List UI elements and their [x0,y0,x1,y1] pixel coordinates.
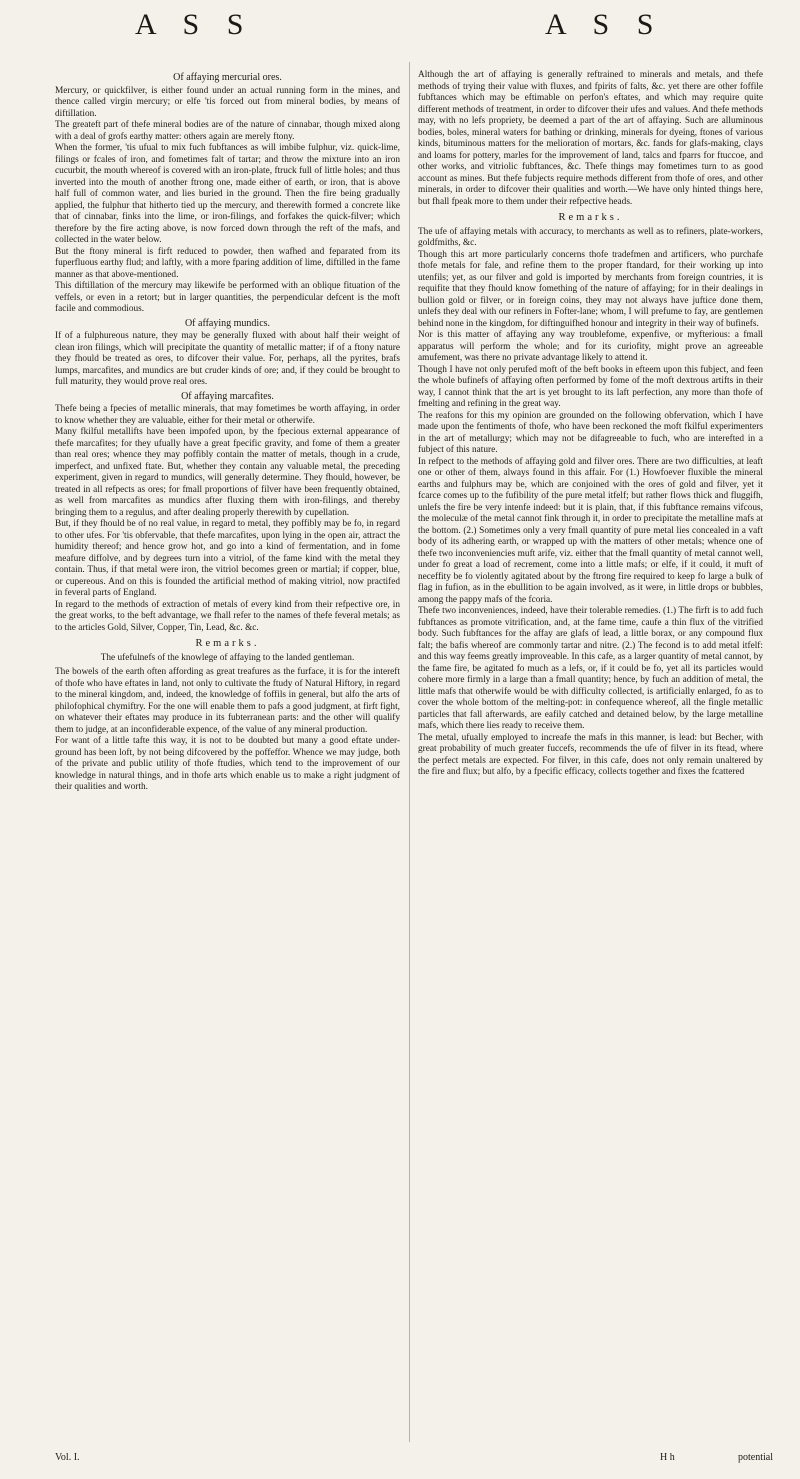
right-column [418,70,763,779]
catchword: potential [738,1452,773,1463]
paragraph: In refpect to the methods of affaying gold and filver ores. There are two difficulties, at leaft one or other of them, always found in this affair. For (1.) Howfoever fluxible the mineral earths and fulphurs may be, which are conjoined with the ores of gold and filver, yet it fcarce comes up to the fufibility of the pure metal itfelf; but rather flows thick and fluggifh, unlefs the fire be very intenfe indeed: but it is plain, that, if this fubftance remains vifcous, the moleculæ of the metal cannot fink through it, in order to precipitate the metalline mafs at the bottom. (2.) Sometimes only a very fmall quantity of pure metal lies concealed in a vaft body of its adhering earth, or wrapped up with the matters of other metals; whence one of thefe two inconveniencies muft arife, viz. either that the fmall quantity of metal cannot well, under fo great a load of recrement, come into a little mafs; or elfe, if it could, it muft of neceffity be fo violently agitated about by the ftrong fire required to keep fo large a bulk of flag in fufion, as in the ebullition to be again involved, as it were, in little drops or bubbles, among the pappy mafs of the fcoria. [418,456,763,605]
running-head-left: A S S [135,8,254,41]
running-head-right: A S S [545,8,664,41]
left-column [55,70,400,794]
section-heading: Of affaying mundics. [184,317,271,329]
paragraph: But, if they fhould be of no real value, in regard to metal, they poffibly may be fo, in regard to other ufes. For 'tis obfervable, that thefe marcafites, upon lying in the open air, attract the humidity thereof; and hence grow hot, and go into a kind of fermentation, and in fome meafure diffolve, and by degrees turn into a vitriol, of the fame kind with the metal they contain. Thus, if that metal were iron, the vitriol becomes green or martial; if copper, blue, or cupereous. And on this is founded the artificial method of making vitriol, now practifed in feveral parts of England. [55,519,400,598]
remarks-heading: Remarks. [558,212,623,223]
paragraph: The greateft part of thefe mineral bodies are of the nature of cinnabar, though mixed along with a deal of grofs earthy matter: others again are merely ftony. [55,120,400,142]
subheading: The ufefulnefs of the knowlege of affaying to the landed gentleman. [100,652,355,663]
paragraph: Thefe being a fpecies of metallic minerals, that may fometimes be worth affaying, in order to know whether they are valuable, either for their metal or otherwife. [55,404,400,426]
paragraph: If of a fulphureous nature, they may be generally fluxed with about half their weight of clean iron filings, which will precipitate the quantity of metallic matter; if of a ftony nature they fhould be treated as ores, to difcover their value. For, perhaps, all the pyrites, brafs lumps, marcafites, and mundics are but cruder kinds of ore; and, if they could be brought to full maturity, they would prove real ores. [55,331,400,387]
column-divider [409,62,410,1442]
section-heading: Of affaying marcafites. [181,390,274,402]
remarks-heading: Remarks. [195,638,260,649]
paragraph: Mercury, or quickfilver, is either found under an actual running form in the mines, and thence called virgin mercury; or elfe 'tis forced out from mineral bodies, by means of diftillation. [55,85,400,119]
paragraph: This diftillation of the mercury may likewife be performed with an oblique fituation of the veffels, or even in a retort; but in larger quantities, the perpendicular defcent is the moft facile and commodious. [55,281,400,314]
paragraph: Thefe two inconveniences, indeed, have their tolerable remedies. (1.) The firft is to add fuch fubftances as promote vitrification, and, at the fame time, caufe a thin flux of the vitrified body. Such fubftances for the affay are glafs of lead, a little borax, or any compound flux falt; the bafis whereof are commonly tartar and nitre. (2.) The fecond is to add metal itfelf: and this way feems greatly improveable. In this cafe, as a larger quantity of metal cannot, by the fame fire, be agitated fo much as a lefs, or, if it could be fo, yet all its particles would cohere more firmly in a large than a fmall quantity; hence, by fuch an addition of metal, the little mafs that otherwife would be with difficulty collected, is artificially enlarged, fo as to cover the whole bottom of the melting-pot: in confequence whereof, all the fingle metallic particles that fall afterwards, are eafily catched and detained below, by the large metalline mafs, which there lies ready to receive them. [418,606,763,731]
volume-label: Vol. I. [55,1452,80,1463]
paragraph: But the ftony mineral is firft reduced to powder, then wafhed and feparated from its fuperfluous earthy flud; and laftly, with a more fparing addition of lime, diftilled in the fame manner as that above-mentioned. [55,246,400,280]
signature-mark: H h [660,1452,675,1463]
paragraph: The ufe of affaying metals with accuracy, to merchants as well as to refiners, plate-workers, goldfmiths, &c. [418,226,763,248]
paragraph: Though this art more particularly concerns thofe tradefmen and artificers, who purchafe thofe metals for fale, and refine them to the proper ftandard, for their working up into utenfils; yet, as our filver and gold is imported by merchants from foreign countries, it is requifite that they fhould know fomething of the nature of affaying; for in their dealings in bullion gold or filver, or in foreign coins, they may not always have juftice done them, unlefs they deal with our refiners in Fofter-lane; whom, I will prefume to fay, are gentlemen behind none in the kingdom, for diftinguifhed honour and integrity in their way of bufinefs. [418,249,763,329]
section-heading: Of affaying mercurial ores. [173,72,282,83]
paragraph: Many fkilful metallifts have been impofed upon, by the fpecious external appearance of thefe marcafites; for they ufually have a great fpecific gravity, and fome of them a greater than real ores; whence they may poffibly contain the matter of metals, though in a crude, imperfect, and unfixed ftate. But, whether they contain any valuable metal, the preceding experiment, given in regard to mundics, will generally determine. They fhould, however, be treated in all refpects as ores; for fmall proportions of filver have been frequently obtained, as well from marcafites as mundics after fluxing them with iron-filings, and thereby bringing them to a regulus, and after dealing properly therewith by cupellation. [55,427,400,518]
paragraph: The reafons for this my opinion are grounded on the following obfervation, which I have made upon the fentiments of thofe, who have been reckoned the moft fkilful experimenters in the art of metallurgy; which may not be difagreeable to fuch, who are interefted in a fubject of this nature. [418,410,763,455]
paragraph: Though I have not only perufed moft of the beft books in efteem upon this fubject, and feen the whole bufinefs of affaying often performed by fome of the moft dextrous artifts in their way, I cannot think that the art is yet brought to its laft perfection, any more than thofe of fmelting and refining in the great way. [418,364,763,409]
paragraph: In regard to the methods of extraction of metals of every kind from their refpective ore, in the great works, to the beft advantage, we fhall refer to the names of thefe feveral metals; as to the articles Gold, Silver, Copper, Tin, Lead, &c. &c. [55,599,400,633]
paragraph: For want of a little tafte this way, it is not to be doubted but many a good eftate under-ground has been loft, by not being difcovered by the poffeffor. Whence we may judge, both of the private and public utility of thofe ftudies, which tend to the improvement of our knowledge in natural things, and in thofe arts which enable us to make a right judgment of their qualities and worth. [55,736,400,792]
paragraph: The bowels of the earth often affording as great treafures as the furface, it is for the intereft of thofe who have eftates in land, not only to cultivate the ftudy of Natural Hiftory, in regard to the mineral kingdom, and, indeed, the knowledge of foffils in general, but alfo the arts of philofophical chymiftry. For the one will enable them to pafs a good judgment, at firft fight, on whatever their eftates may produce in its fubterranean parts: and the other will qualify them to judge, at an inconfiderable expence, of the value of any mineral production. [55,667,400,735]
paragraph: Nor is this matter of affaying any way troublefome, expenfive, or myfterious: a fmall apparatus will perform the whole; and for its curiofity, might prove an agreeable amufement, was there no private advantage likely to attend it. [418,330,763,363]
paragraph: The metal, ufually employed to increafe the mafs in this manner, is lead: but Becher, with great probability of much greater fuccefs, recommends the ufe of filver in its ftead, where the perfect metals are expected. For filver, in this cafe, does not only remain unaltered by the fire and flux; but alfo, by a fpecific efficacy, collects together and fixes the fcattered [418,732,763,777]
paragraph: When the former, 'tis ufual to mix fuch fubftances as will imbibe fulphur, viz. quick-lime, filings or fcales of iron, and fometimes falt of tartar; and throw the mixture into an iron cucurbit, the mouth whereof is covered with an iron-plate, ftruck full of little holes; and thus inverted into the mouth of another ftrong one, made either of earth, or iron, that is above half full of common water, and lies buried in the ground. Then the fire being gradually applied, the fulphur that hitherto tied up the mercury, and therewith formed a concrete like that of cinnabar, finks into the lime, or iron-filings, and forfakes the quick-filver; which therefore by the fire acting above, is now forced down through the reft of the mafs, and collected in the water below. [55,143,400,245]
paragraph: Although the art of affaying is generally reftrained to minerals and metals, and thefe methods of trying their value with fluxes, and fpirits of falts, &c. yet there are other foffile fubftances which may be eftimable on perfon's eftates, and which may require quite different methods of treatment, in order to difcover their ufes and values. And thefe methods may, with no lefs propriety, be deemed a part of the art of affaying. Such are alluminous bodies, boles, mineral waters for bathing or drinking, minerals for dyeing, ftones of various kinds, bituminous matters for the melioration of mortars, &c. fands for glafs-making, clays and loams for pottery, marles for the improvement of land, talcs and fparrs for ftuccoe, and other works, and vitriolic fubftances, &c. Thefe things may fometimes turn to as good account as mines. But thefe fubjects require methods different from thofe of ores, and other minerals, in order to difcover their qualities and worth.—We have only hinted things here, but fhall fpeak more to them under their refpective heads. [418,70,763,207]
